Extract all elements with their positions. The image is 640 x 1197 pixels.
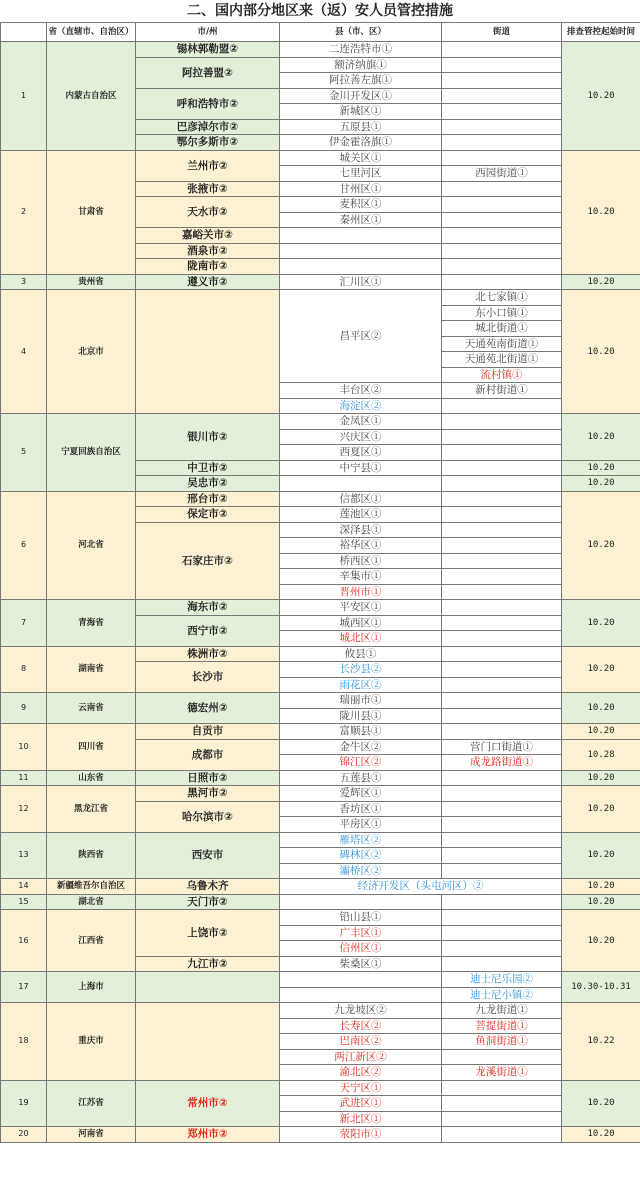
row-street bbox=[442, 832, 562, 848]
row-street: 天通苑南街道① bbox=[442, 336, 562, 352]
row-county: 金川开发区① bbox=[280, 88, 442, 104]
row-county: 金凤区① bbox=[280, 414, 442, 430]
row-street: 北七家镇① bbox=[442, 290, 562, 306]
row-city: 兰州市② bbox=[136, 150, 280, 181]
row-city: 巴彦淖尔市② bbox=[136, 119, 280, 135]
row-street bbox=[442, 259, 562, 275]
row-seq: 2 bbox=[1, 150, 47, 274]
row-street bbox=[442, 894, 562, 910]
row-street bbox=[442, 398, 562, 414]
row-date: 10.20 bbox=[562, 476, 640, 492]
row-county: 昌平区② bbox=[280, 290, 442, 383]
row-city: 德宏州② bbox=[136, 693, 280, 724]
row-seq: 10 bbox=[1, 724, 47, 771]
row-street bbox=[442, 57, 562, 73]
row-county: 巴南区② bbox=[280, 1034, 442, 1050]
row-city: 天水市② bbox=[136, 197, 280, 228]
table-row bbox=[1, 274, 640, 290]
row-city: 酒泉市② bbox=[136, 243, 280, 259]
row-street bbox=[442, 677, 562, 693]
row-county bbox=[280, 228, 442, 244]
row-date: 10.20 bbox=[562, 600, 640, 647]
row-street bbox=[442, 476, 562, 492]
row-street bbox=[442, 925, 562, 941]
table-row bbox=[1, 832, 640, 848]
row-seq: 12 bbox=[1, 786, 47, 833]
row-street: 鱼洞街道① bbox=[442, 1034, 562, 1050]
row-city bbox=[136, 290, 280, 414]
row-street bbox=[442, 646, 562, 662]
row-date: 10.20 bbox=[562, 42, 640, 151]
row-county: 天宁区① bbox=[280, 1080, 442, 1096]
row-street bbox=[442, 553, 562, 569]
row-county: 两江新区② bbox=[280, 1049, 442, 1065]
row-city: 哈尔滨市② bbox=[136, 801, 280, 832]
row-street bbox=[442, 522, 562, 538]
row-city: 遵义市② bbox=[136, 274, 280, 290]
table-row bbox=[1, 724, 640, 740]
row-date: 10.28 bbox=[562, 739, 640, 770]
table-row bbox=[1, 1127, 640, 1143]
row-county: 麦积区① bbox=[280, 197, 442, 213]
row-street: 流村镇① bbox=[442, 367, 562, 383]
row-seq: 9 bbox=[1, 693, 47, 724]
page-title: 二、国内部分地区来（返）安人员管控措施 bbox=[187, 3, 453, 19]
row-county: 长沙县② bbox=[280, 662, 442, 678]
row-county: 兴庆区① bbox=[280, 429, 442, 445]
row-city: 自贡市 bbox=[136, 724, 280, 740]
row-street: 东小口镇① bbox=[442, 305, 562, 321]
row-street: 迪士尼乐园② bbox=[442, 972, 562, 988]
row-city: 郑州市② bbox=[136, 1127, 280, 1143]
row-city: 张掖市② bbox=[136, 181, 280, 197]
row-street bbox=[442, 228, 562, 244]
row-street bbox=[442, 1080, 562, 1096]
table-row bbox=[1, 770, 640, 786]
row-street bbox=[442, 135, 562, 151]
row-date: 10.20 bbox=[562, 274, 640, 290]
row-county: 中宁县① bbox=[280, 460, 442, 476]
row-date: 10.20 bbox=[562, 894, 640, 910]
row-street bbox=[442, 212, 562, 228]
row-county: 富顺县① bbox=[280, 724, 442, 740]
row-city bbox=[136, 972, 280, 1003]
row-seq: 4 bbox=[1, 290, 47, 414]
row-county: 二连浩特市① bbox=[280, 42, 442, 58]
row-street bbox=[442, 414, 562, 430]
row-seq: 16 bbox=[1, 910, 47, 972]
row-county: 辛集市① bbox=[280, 569, 442, 585]
row-county: 西夏区① bbox=[280, 445, 442, 461]
header-street: 街道 bbox=[442, 23, 562, 42]
row-seq: 18 bbox=[1, 1003, 47, 1081]
row-street bbox=[442, 274, 562, 290]
row-seq: 11 bbox=[1, 770, 47, 786]
row-street: 龙溪街道① bbox=[442, 1065, 562, 1081]
row-street bbox=[442, 662, 562, 678]
row-street bbox=[442, 941, 562, 957]
row-province: 北京市 bbox=[47, 290, 136, 414]
row-county: 城北区① bbox=[280, 631, 442, 647]
row-street bbox=[442, 73, 562, 89]
table-row bbox=[1, 1003, 640, 1019]
row-street: 西园街道① bbox=[442, 166, 562, 182]
row-city: 呼和浩特市② bbox=[136, 88, 280, 119]
row-county: 雁塔区② bbox=[280, 832, 442, 848]
row-province: 甘肃省 bbox=[47, 150, 136, 274]
row-city: 乌鲁木齐 bbox=[136, 879, 280, 895]
table-row bbox=[1, 786, 640, 802]
row-city: 黑河市② bbox=[136, 786, 280, 802]
header-county: 县（市、区） bbox=[280, 23, 442, 42]
row-county: 锦江区② bbox=[280, 755, 442, 771]
table-row bbox=[1, 1080, 640, 1096]
row-city: 中卫市② bbox=[136, 460, 280, 476]
row-seq: 3 bbox=[1, 274, 47, 290]
row-street bbox=[442, 507, 562, 523]
row-street bbox=[442, 569, 562, 585]
row-street bbox=[442, 863, 562, 879]
row-city: 保定市② bbox=[136, 507, 280, 523]
row-county: 渝北区② bbox=[280, 1065, 442, 1081]
row-date: 10.20 bbox=[562, 1080, 640, 1127]
header-city: 市/州 bbox=[136, 23, 280, 42]
row-date: 10.20 bbox=[562, 1127, 640, 1143]
row-date: 10.20 bbox=[562, 786, 640, 833]
row-city: 锡林郭勒盟② bbox=[136, 42, 280, 58]
table-row bbox=[1, 894, 640, 910]
row-street: 九龙街道① bbox=[442, 1003, 562, 1019]
table-row bbox=[1, 879, 640, 895]
row-county: 莲池区① bbox=[280, 507, 442, 523]
row-county: 新北区① bbox=[280, 1111, 442, 1127]
row-province: 内蒙古自治区 bbox=[47, 42, 136, 151]
row-county: 爱辉区① bbox=[280, 786, 442, 802]
row-street: 新村街道① bbox=[442, 383, 562, 399]
row-county: 阿拉善左旗① bbox=[280, 73, 442, 89]
row-street bbox=[442, 119, 562, 135]
row-street bbox=[442, 786, 562, 802]
row-county bbox=[280, 476, 442, 492]
table-row bbox=[1, 290, 640, 306]
row-date: 10.20 bbox=[562, 290, 640, 414]
row-province: 青海省 bbox=[47, 600, 136, 647]
table-body bbox=[1, 42, 640, 1143]
row-county: 桥西区① bbox=[280, 553, 442, 569]
row-city: 银川市② bbox=[136, 414, 280, 461]
row-date: 10.20 bbox=[562, 724, 640, 740]
row-street: 菩提街道① bbox=[442, 1018, 562, 1034]
row-province: 四川省 bbox=[47, 724, 136, 771]
row-street: 营门口街道① bbox=[442, 739, 562, 755]
row-county: 广丰区① bbox=[280, 925, 442, 941]
row-street bbox=[442, 956, 562, 972]
row-city: 常州市② bbox=[136, 1080, 280, 1127]
row-county: 秦州区① bbox=[280, 212, 442, 228]
header-province: 省（直辖市、自治区） bbox=[47, 23, 136, 42]
row-seq: 19 bbox=[1, 1080, 47, 1127]
table-row bbox=[1, 150, 640, 166]
row-county: 灞桥区② bbox=[280, 863, 442, 879]
row-county: 深泽县① bbox=[280, 522, 442, 538]
row-county bbox=[280, 987, 442, 1003]
row-seq: 13 bbox=[1, 832, 47, 879]
row-street: 天通苑北街道① bbox=[442, 352, 562, 368]
row-province: 江苏省 bbox=[47, 1080, 136, 1127]
row-street bbox=[442, 801, 562, 817]
row-seq: 20 bbox=[1, 1127, 47, 1143]
row-street bbox=[442, 910, 562, 926]
row-county: 金牛区② bbox=[280, 739, 442, 755]
row-province: 上海市 bbox=[47, 972, 136, 1003]
row-county bbox=[280, 259, 442, 275]
row-province: 宁夏回族自治区 bbox=[47, 414, 136, 492]
row-date: 10.20 bbox=[562, 693, 640, 724]
row-city: 成都市 bbox=[136, 739, 280, 770]
table-row bbox=[1, 910, 640, 926]
row-county: 碑林区② bbox=[280, 848, 442, 864]
row-date: 10.20 bbox=[562, 832, 640, 879]
row-city: 陇南市② bbox=[136, 259, 280, 275]
row-street bbox=[442, 42, 562, 58]
row-date: 10.20 bbox=[562, 460, 640, 476]
row-street bbox=[442, 104, 562, 120]
row-province: 河南省 bbox=[47, 1127, 136, 1143]
row-street bbox=[442, 538, 562, 554]
row-city: 嘉峪关市② bbox=[136, 228, 280, 244]
row-city: 石家庄市② bbox=[136, 522, 280, 600]
row-county: 裕华区① bbox=[280, 538, 442, 554]
row-date: 10.22 bbox=[562, 1003, 640, 1081]
row-province: 新疆维吾尔自治区 bbox=[47, 879, 136, 895]
row-county: 伊金霍洛旗① bbox=[280, 135, 442, 151]
row-city: 西宁市② bbox=[136, 615, 280, 646]
row-street: 迪士尼小镇② bbox=[442, 987, 562, 1003]
row-county: 海淀区② bbox=[280, 398, 442, 414]
row-county: 荥阳市① bbox=[280, 1127, 442, 1143]
row-county: 柴桑区① bbox=[280, 956, 442, 972]
row-county: 武进区① bbox=[280, 1096, 442, 1112]
row-city: 海东市② bbox=[136, 600, 280, 616]
row-province: 黑龙江省 bbox=[47, 786, 136, 833]
row-street: 成龙路街道① bbox=[442, 755, 562, 771]
row-county: 瑞丽市① bbox=[280, 693, 442, 709]
row-province: 贵州省 bbox=[47, 274, 136, 290]
row-county: 雨花区② bbox=[280, 677, 442, 693]
row-street bbox=[442, 429, 562, 445]
row-street bbox=[442, 181, 562, 197]
row-county: 信州区① bbox=[280, 941, 442, 957]
row-seq: 7 bbox=[1, 600, 47, 647]
table-row bbox=[1, 646, 640, 662]
row-county: 新城区① bbox=[280, 104, 442, 120]
row-street bbox=[442, 708, 562, 724]
row-county: 汇川区① bbox=[280, 274, 442, 290]
row-city: 上饶市② bbox=[136, 910, 280, 957]
row-county: 信都区① bbox=[280, 491, 442, 507]
row-county: 陇川县① bbox=[280, 708, 442, 724]
row-street bbox=[442, 693, 562, 709]
row-city: 长沙市 bbox=[136, 662, 280, 693]
row-county: 经济开发区（头屯河区）② bbox=[280, 879, 562, 895]
row-street bbox=[442, 243, 562, 259]
row-street: 城北街道① bbox=[442, 321, 562, 337]
row-street bbox=[442, 817, 562, 833]
table-row bbox=[1, 42, 640, 58]
row-county: 甘州区① bbox=[280, 181, 442, 197]
row-street bbox=[442, 197, 562, 213]
row-seq: 15 bbox=[1, 894, 47, 910]
table-row bbox=[1, 693, 640, 709]
row-county bbox=[280, 894, 442, 910]
row-street bbox=[442, 615, 562, 631]
row-province: 陕西省 bbox=[47, 832, 136, 879]
row-seq: 17 bbox=[1, 972, 47, 1003]
row-county: 城关区① bbox=[280, 150, 442, 166]
row-street bbox=[442, 445, 562, 461]
row-date: 10.20 bbox=[562, 646, 640, 693]
row-city: 株洲市② bbox=[136, 646, 280, 662]
table-row bbox=[1, 491, 640, 507]
row-date: 10.20 bbox=[562, 879, 640, 895]
row-county: 额济纳旗① bbox=[280, 57, 442, 73]
row-street bbox=[442, 1096, 562, 1112]
row-city: 西安市 bbox=[136, 832, 280, 879]
row-street bbox=[442, 600, 562, 616]
row-city: 邢台市② bbox=[136, 491, 280, 507]
row-city: 日照市② bbox=[136, 770, 280, 786]
row-street bbox=[442, 491, 562, 507]
row-county: 平安区① bbox=[280, 600, 442, 616]
row-county: 平房区① bbox=[280, 817, 442, 833]
row-county bbox=[280, 243, 442, 259]
header-row bbox=[1, 23, 640, 42]
row-county: 五原县① bbox=[280, 119, 442, 135]
row-street bbox=[442, 460, 562, 476]
control-measures-table bbox=[0, 22, 640, 1143]
table-row bbox=[1, 414, 640, 430]
row-date: 10.20 bbox=[562, 150, 640, 274]
row-city: 鄂尔多斯市② bbox=[136, 135, 280, 151]
header-seq bbox=[1, 23, 47, 42]
row-county bbox=[280, 972, 442, 988]
row-province: 云南省 bbox=[47, 693, 136, 724]
row-province: 江西省 bbox=[47, 910, 136, 972]
row-street bbox=[442, 724, 562, 740]
row-date: 10.20 bbox=[562, 491, 640, 600]
row-province: 山东省 bbox=[47, 770, 136, 786]
row-city: 天门市② bbox=[136, 894, 280, 910]
row-seq: 6 bbox=[1, 491, 47, 600]
row-county: 晋州市① bbox=[280, 584, 442, 600]
row-county: 五莲县① bbox=[280, 770, 442, 786]
row-street bbox=[442, 848, 562, 864]
row-street bbox=[442, 150, 562, 166]
row-seq: 14 bbox=[1, 879, 47, 895]
row-street bbox=[442, 584, 562, 600]
row-seq: 1 bbox=[1, 42, 47, 151]
row-county: 九龙坡区② bbox=[280, 1003, 442, 1019]
row-city bbox=[136, 1003, 280, 1081]
row-street bbox=[442, 1049, 562, 1065]
row-date: 10.20 bbox=[562, 910, 640, 972]
table-row bbox=[1, 600, 640, 616]
row-street bbox=[442, 88, 562, 104]
row-county: 城西区① bbox=[280, 615, 442, 631]
row-city: 吴忠市② bbox=[136, 476, 280, 492]
row-county: 香坊区① bbox=[280, 801, 442, 817]
row-seq: 5 bbox=[1, 414, 47, 492]
row-street bbox=[442, 770, 562, 786]
row-province: 重庆市 bbox=[47, 1003, 136, 1081]
row-date: 10.30-10.31 bbox=[562, 972, 640, 1003]
row-date: 10.20 bbox=[562, 414, 640, 461]
row-date: 10.20 bbox=[562, 770, 640, 786]
row-city: 阿拉善盟② bbox=[136, 57, 280, 88]
row-county: 长寿区② bbox=[280, 1018, 442, 1034]
row-city: 九江市② bbox=[136, 956, 280, 972]
row-seq: 8 bbox=[1, 646, 47, 693]
row-province: 湖南省 bbox=[47, 646, 136, 693]
header-date: 排查管控起始时间 bbox=[562, 23, 640, 42]
row-province: 河北省 bbox=[47, 491, 136, 600]
row-street bbox=[442, 1127, 562, 1143]
row-county: 铅山县① bbox=[280, 910, 442, 926]
row-street bbox=[442, 1111, 562, 1127]
row-county: 攸县① bbox=[280, 646, 442, 662]
row-street bbox=[442, 631, 562, 647]
row-county: 七里河区 bbox=[280, 166, 442, 182]
table-row bbox=[1, 972, 640, 988]
row-province: 湖北省 bbox=[47, 894, 136, 910]
row-county: 丰台区② bbox=[280, 383, 442, 399]
